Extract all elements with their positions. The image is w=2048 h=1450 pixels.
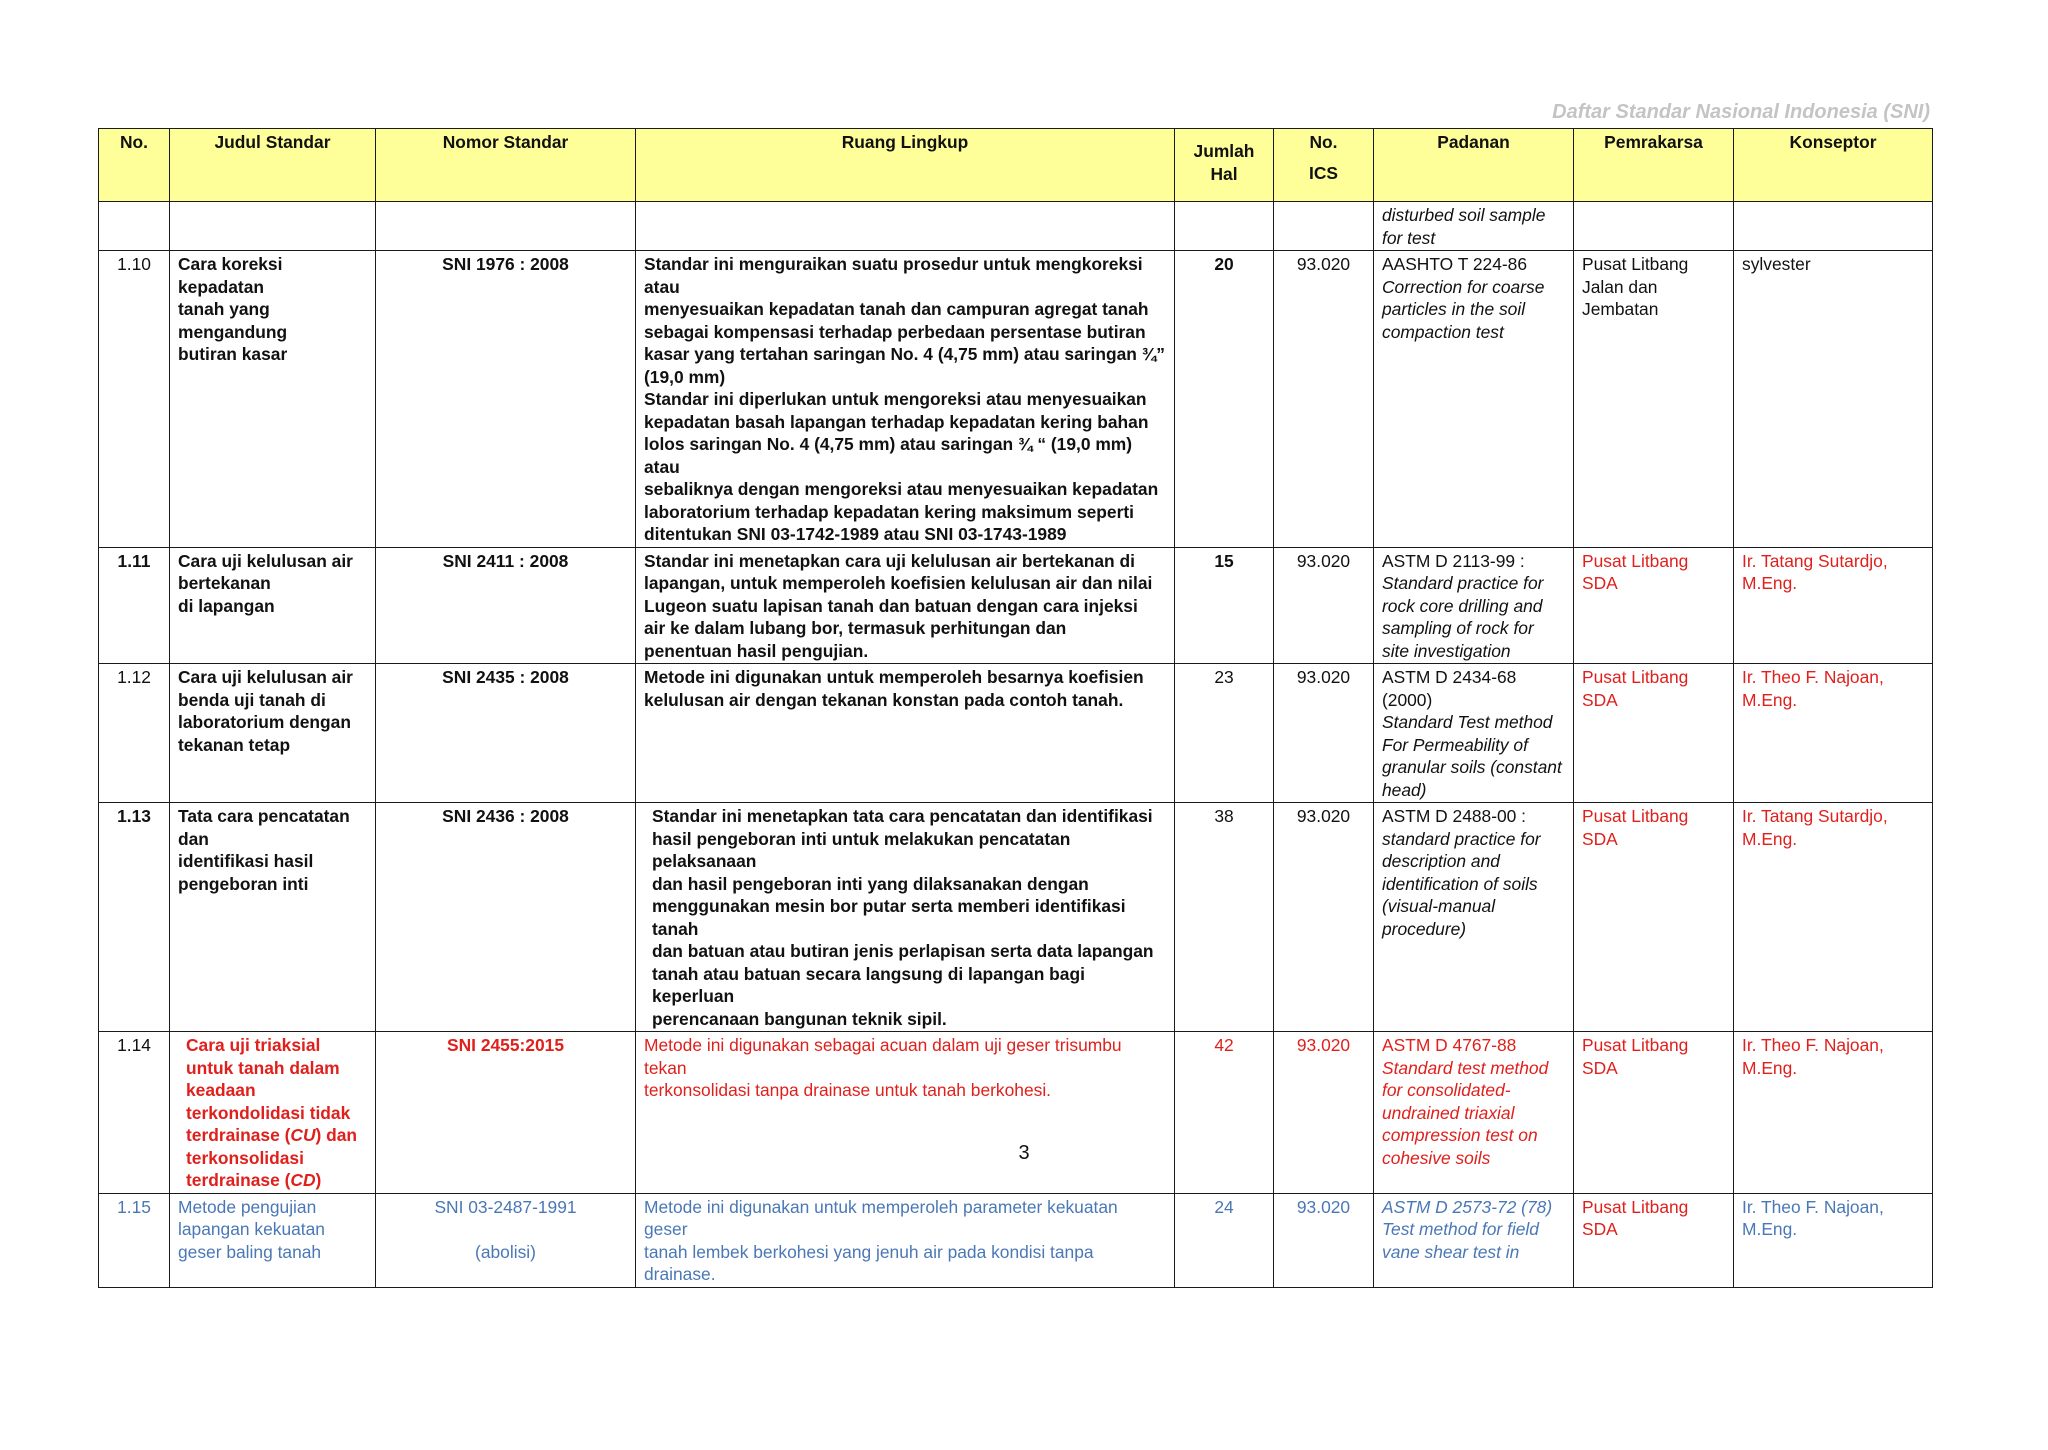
cell-konseptor: Ir. Theo F. Najoan, M.Eng. — [1734, 1193, 1933, 1287]
table-header-row — [99, 129, 1933, 202]
cell-ruang: Standar ini menetapkan tata cara pencatatan dan identifikasi hasil pengeboran inti untuk melakukan pencatatan pelaksanaan dan hasil pengeboran inti yang dilaksanakan dengan menggunakan mesin bor putar serta memberi identifikasi tanah dan batuan atau butiran jenis perlapisan serta data lapangan tanah atau batuan secara langsung di lapangan bagi keperluan perencanaan bangunan teknik sipil. — [636, 803, 1175, 1032]
cell-pemrakarsa: Pusat Litbang Jalan dan Jembatan — [1574, 251, 1734, 548]
padanan-title: ASTM D 4767-88 — [1382, 1035, 1517, 1055]
cell-nomor — [376, 202, 636, 251]
cell-no: 1.10 — [99, 251, 170, 548]
padanan-desc: Correction for coarse particles in the soil compaction test — [1382, 276, 1545, 342]
cell-nomor: SNI 2411 : 2008 — [376, 547, 636, 664]
padanan-title: ASTM D 2434-68 (2000) — [1382, 667, 1517, 710]
judul-part-2: ) dan terkonsolidasi terdrainase ( — [186, 1125, 358, 1190]
col-header-no: No. — [99, 129, 170, 202]
judul-part-3: ) — [315, 1170, 322, 1190]
cell-jumlah: 24 — [1175, 1193, 1274, 1287]
cell-ics: 93.020 — [1274, 664, 1374, 803]
table-row — [99, 251, 1933, 548]
col-header-ics — [1274, 129, 1374, 202]
cell-jumlah — [1175, 202, 1274, 251]
cell-jumlah: 42 — [1175, 1032, 1274, 1194]
cell-judul: Metode pengujian lapangan kekuatan geser baling tanah — [170, 1193, 376, 1287]
cell-jumlah: 38 — [1175, 803, 1274, 1032]
padanan-title: AASHTO T 224-86 — [1382, 254, 1528, 274]
cell-pemrakarsa: Pusat Litbang SDA — [1574, 1032, 1734, 1194]
cell-no: 1.13 — [99, 803, 170, 1032]
cell-judul: Cara koreksi kepadatan tanah yang mengandung butiran kasar — [170, 251, 376, 548]
cell-padanan — [1374, 1193, 1574, 1287]
col-header-ics-l2: ICS — [1309, 162, 1338, 183]
col-header-judul: Judul Standar — [170, 129, 376, 202]
cell-konseptor: Ir. Theo F. Najoan, M.Eng. — [1734, 664, 1933, 803]
cell-no: 1.14 — [99, 1032, 170, 1194]
cell-pemrakarsa: Pusat Litbang SDA — [1574, 1193, 1734, 1287]
cell-padanan — [1374, 547, 1574, 664]
judul-cd: CD — [290, 1170, 316, 1190]
padanan-desc: Standard practice for rock core drilling and sampling of rock for site investigation — [1382, 573, 1544, 661]
padanan-title: ASTM D 2113-99 : — [1382, 550, 1525, 571]
cell-ruang — [636, 202, 1175, 251]
cell-no: 1.15 — [99, 1193, 170, 1287]
cell-jumlah: 20 — [1175, 251, 1274, 548]
col-header-pemrakarsa: Pemrakarsa — [1574, 129, 1734, 202]
page-number: 3 — [1018, 1142, 1030, 1164]
cell-ics: 93.020 — [1274, 1193, 1374, 1287]
cell-jumlah: 23 — [1175, 664, 1274, 803]
padanan-desc: Standard test method for consolidated- undrained triaxial compression test on cohesive soils — [1382, 1057, 1549, 1168]
cell-padanan — [1374, 803, 1574, 1032]
table-row — [99, 1032, 1933, 1194]
cell-padanan — [1374, 1032, 1574, 1194]
cell-no: 1.11 — [99, 547, 170, 664]
cell-nomor: SNI 1976 : 2008 — [376, 251, 636, 548]
table-row — [99, 664, 1933, 803]
table-row — [99, 547, 1933, 664]
cell-nomor: SNI 2435 : 2008 — [376, 664, 636, 803]
cell-judul: Tata cara pencatatan dan identifikasi hasil pengeboran inti — [170, 803, 376, 1032]
cell-judul: Cara uji kelulusan air bertekanan di lapangan — [170, 547, 376, 664]
cell-ics: 93.020 — [1274, 547, 1374, 664]
cell-ics: 93.020 — [1274, 1032, 1374, 1194]
padanan-title: ASTM D 2488-00 : — [1382, 806, 1527, 826]
col-header-ruang: Ruang Lingkup — [636, 129, 1175, 202]
table-row — [99, 202, 1933, 251]
col-header-jumlah-l1: Jumlah — [1193, 141, 1255, 161]
cell-ics: 93.020 — [1274, 251, 1374, 548]
cell-ruang: Metode ini digunakan untuk memperoleh parameter kekuatan geser tanah lembek berkohesi yang jenuh air pada kondisi tanpa drainase. — [636, 1193, 1175, 1287]
padanan-desc: ASTM D 2573-72 (78) Test method for field vane shear test in — [1382, 1196, 1553, 1262]
col-header-nomor: Nomor Standar — [376, 129, 636, 202]
judul-part-1: Cara uji triaksial untuk tanah dalam keadaan terkondolidasi tidak terdrainase ( — [186, 1035, 351, 1145]
cell-nomor: SNI 2455:2015 — [376, 1032, 636, 1194]
cell-no: 1.12 — [99, 664, 170, 803]
col-header-jumlah-l2: Hal — [1210, 163, 1238, 184]
cell-padanan — [1374, 202, 1574, 251]
padanan-desc: disturbed soil sample for test — [1382, 205, 1546, 248]
cell-ics — [1274, 202, 1374, 251]
cell-ruang: Metode ini digunakan untuk memperoleh besarnya koefisien kelulusan air dengan tekanan konstan pada contoh tanah. — [636, 664, 1175, 803]
cell-jumlah: 15 — [1175, 547, 1274, 664]
cell-judul — [170, 202, 376, 251]
cell-konseptor — [1734, 202, 1933, 251]
table-row — [99, 803, 1933, 1032]
cell-pemrakarsa: Pusat Litbang SDA — [1574, 803, 1734, 1032]
cell-padanan — [1374, 664, 1574, 803]
cell-ruang: Metode ini digunakan sebagai acuan dalam uji geser trisumbu tekan terkonsolidasi tanpa drainase untuk tanah berkohesi. — [636, 1032, 1175, 1194]
sni-table — [98, 128, 1933, 1288]
cell-konseptor: Ir. Tatang Sutardjo, M.Eng. — [1734, 803, 1933, 1032]
col-header-konseptor: Konseptor — [1734, 129, 1933, 202]
cell-judul: Cara uji kelulusan air benda uji tanah di laboratorium dengan tekanan tetap — [170, 664, 376, 803]
col-header-padanan: Padanan — [1374, 129, 1574, 202]
cell-konseptor: sylvester — [1734, 251, 1933, 548]
cell-ruang: Standar ini menetapkan cara uji kelulusan air bertekanan di lapangan, untuk memperoleh koefisien kelulusan air dan nilai Lugeon suatu lapisan tanah dan batuan dengan cara injeksi air ke dalam lubang bor, termasuk perhitungan dan penentuan hasil pengujian. — [636, 547, 1175, 664]
cell-ruang: Standar ini menguraikan suatu prosedur untuk mengkoreksi atau menyesuaikan kepadatan tanah dan campuran agregat tanah sebagai kompensasi terhadap perbedaan persentase butiran kasar yang tertahan saringan No. 4 (4,75 mm) atau saringan ¾” (19,0 mm) Standar ini diperlukan untuk mengoreksi atau menyesuaikan kepadatan basah lapangan terhadap kepadatan kering bahan lolos saringan No. 4 (4,75 mm) atau saringan ¾ “ (19,0 mm) atau sebaliknya dengan mengoreksi atau menyesuaikan kepadatan laboratorium terhadap kepadatan kering maksimum seperti ditentukan SNI 03-1742-1989 atau SNI 03-1743-1989 — [636, 251, 1175, 548]
cell-judul — [170, 1032, 376, 1194]
cell-pemrakarsa: Pusat Litbang SDA — [1574, 664, 1734, 803]
judul-cu: CU — [290, 1125, 316, 1145]
cell-pemrakarsa — [1574, 202, 1734, 251]
cell-no — [99, 202, 170, 251]
cell-pemrakarsa: Pusat Litbang SDA — [1574, 547, 1734, 664]
cell-konseptor: Ir. Tatang Sutardjo, M.Eng. — [1734, 547, 1933, 664]
padanan-desc: Standard Test method For Permeability of granular soils (constant head) — [1382, 712, 1562, 800]
cell-nomor: SNI 03-2487-1991 (abolisi) — [376, 1193, 636, 1287]
cell-padanan — [1374, 251, 1574, 548]
page-header: Daftar Standar Nasional Indonesia (SNI) — [1552, 101, 1930, 123]
col-header-ics-l1: No. — [1309, 132, 1338, 152]
padanan-desc: standard practice for description and identification of soils (visual-manual procedure) — [1382, 828, 1541, 939]
cell-konseptor: Ir. Theo F. Najoan, M.Eng. — [1734, 1032, 1933, 1194]
cell-nomor: SNI 2436 : 2008 — [376, 803, 636, 1032]
col-header-jumlah — [1175, 129, 1274, 202]
cell-ics: 93.020 — [1274, 803, 1374, 1032]
table-row — [99, 1193, 1933, 1287]
